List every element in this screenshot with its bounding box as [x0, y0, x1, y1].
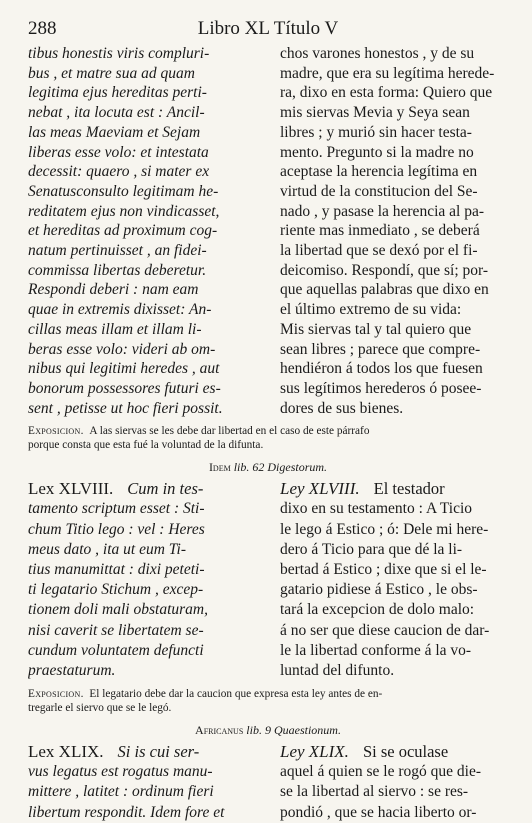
latin-line: meus dato , ita ut eum Ti-: [28, 540, 187, 558]
lex-label: Lex XLIX.: [28, 742, 104, 762]
section-2: [28, 479, 508, 681]
latin-line: commissa libertas deberetur.: [28, 261, 207, 279]
latin-line: beras esse volo: videri ab om-: [28, 340, 216, 358]
section-3: [28, 742, 508, 823]
spanish-line: deicomiso. Respondí, que sí; por-: [280, 261, 489, 279]
spanish-line: virtud de la constitucion del Se-: [280, 182, 478, 200]
latin-line: Cum in tes-: [127, 479, 204, 499]
latin-line: liberas esse volo: et intestata: [28, 143, 209, 161]
spanish-line: ra, dixo en esta forma: Quiero que: [280, 84, 493, 102]
latin-line: Senatusconsulto legitimam he-: [28, 182, 219, 200]
spanish-column: [280, 742, 508, 823]
latin-line: praestaturum.: [28, 661, 116, 679]
spanish-line: el último extremo de su vida:: [280, 301, 462, 319]
running-title: Libro XL Título V: [197, 18, 339, 39]
spanish-line: á no ser que diese caucion de dar-: [280, 621, 490, 639]
latin-line: tius manumittat : dixi peteti-: [28, 560, 205, 578]
ley-heading-line: [280, 742, 508, 762]
spanish-line: El testador: [373, 479, 445, 499]
latin-line: cillas meas illam et illam li-: [28, 320, 202, 338]
latin-line: Si is cui ser-: [117, 742, 200, 762]
spanish-line: tará la excepcion de dolo malo:: [280, 601, 475, 619]
latin-line: nibus qui legitimi heredes , aut: [28, 360, 220, 378]
latin-line: decessit: quaero , si mater ex: [28, 163, 210, 181]
spanish-line: hendiéron á todos los que fuesen: [280, 360, 483, 378]
spanish-line: se la libertad al siervo : se res-: [280, 783, 469, 801]
lex-heading-line: [28, 742, 268, 762]
spanish-line: libres ; y murió sin hacer testa-: [280, 123, 472, 141]
spanish-line: chos varones honestos , y de su: [280, 45, 475, 62]
note-line: A las siervas se les debe dar libertad en el caso de este párrafo: [89, 425, 370, 438]
latin-column: [28, 742, 268, 823]
latin-line: sent , petisse ut hoc fieri possit.: [28, 399, 223, 417]
source-author: Africanus: [195, 723, 244, 738]
spanish-line: bertad á Estico ; dixe que si el le-: [280, 560, 487, 578]
latin-line: nisi caverit se libertatem se-: [28, 621, 204, 639]
source-heading-2: [28, 723, 508, 738]
ley-label: Ley XLIX.: [280, 742, 349, 762]
spanish-line: dixo en su testamento : A Ticio: [280, 500, 473, 518]
ley-heading-line: [280, 479, 508, 499]
latin-line: mittere , latitet : ordinum fieri: [28, 783, 214, 801]
spanish-line: dores de sus bienes.: [280, 399, 404, 417]
latin-line: natum pertinuisset , an fidei-: [28, 242, 207, 260]
page-number: 288: [28, 18, 57, 39]
latin-line: quae in extremis dixisset: An-: [28, 301, 212, 319]
page: [28, 14, 508, 823]
latin-line: las meas Maeviam et Sejam: [28, 123, 201, 141]
latin-line: reditatem ejus non vindicasset,: [28, 202, 220, 220]
latin-line: Respondi deberi : nam eam: [28, 281, 199, 299]
latin-line: legitima ejus hereditas perti-: [28, 84, 207, 102]
spanish-line: Mis siervas tal y tal quiero que: [280, 320, 472, 338]
note-line: porque consta que esta fué la voluntad de la difunta.: [28, 439, 264, 452]
latin-line: cundum voluntatem defuncti: [28, 641, 204, 659]
spanish-line: dero á Ticio para que dé la li-: [280, 540, 463, 558]
exposition-label: Exposicion.: [28, 425, 84, 438]
latin-line: nebat , ita locuta est : Ancil-: [28, 104, 205, 122]
source-reference: lib. 62 Digestorum.: [233, 460, 328, 475]
page-header: [28, 14, 508, 44]
latin-line: et hereditas ad proximum cog-: [28, 222, 218, 240]
note-line: tregarle el siervo que se le legó.: [28, 702, 172, 715]
latin-column: [28, 44, 268, 418]
latin-line: ti legatario Stichum , excep-: [28, 581, 204, 599]
latin-line: libertum respondit. Idem fore et: [28, 803, 225, 821]
spanish-line: nado , y pasase la herencia al pa-: [280, 202, 484, 220]
spanish-line: gatario pidiese á Estico , le obs-: [280, 581, 478, 599]
spanish-line: luntad del difunto.: [280, 661, 395, 679]
section-1: [28, 44, 508, 418]
exposition-note-1: [28, 424, 508, 452]
latin-column: [28, 479, 268, 681]
note-line: El legatario debe dar la caucion que expresa esta ley antes de en-: [89, 688, 383, 701]
source-heading-1: [28, 460, 508, 475]
latin-line: tamento scriptum esset : Sti-: [28, 500, 205, 518]
latin-line: tibus honestis viris compluri-: [28, 45, 210, 62]
spanish-line: la libertad que se dexó por el fi-: [280, 242, 478, 260]
latin-line: chum Titio lego : vel : Heres: [28, 520, 205, 538]
spanish-line: mis siervas Mevia y Seya sean: [280, 104, 470, 122]
source-author: Idem: [208, 460, 231, 475]
spanish-line: sean libres ; parece que compre-: [280, 340, 481, 358]
spanish-line: aquel á quien se le rogó que die-: [280, 763, 481, 781]
spanish-line: le lego á Estico ; ó: Dele mi here-: [280, 520, 489, 538]
lex-heading-line: [28, 479, 268, 499]
spanish-line: Si se oculase: [362, 742, 449, 762]
exposition-note-2: [28, 687, 508, 715]
ley-label: Ley XLVIII.: [280, 479, 360, 499]
spanish-line: le la libertad conforme á la vo-: [280, 641, 472, 659]
spanish-line: pondió , que se hacia liberto or-: [280, 803, 477, 821]
exposition-label: Exposicion.: [28, 688, 84, 701]
spanish-line: sus legítimos herederos ó posee-: [280, 379, 482, 397]
latin-line: bonorum possessores futuri es-: [28, 379, 221, 397]
source-reference: lib. 9 Quaestionum.: [246, 723, 341, 738]
lex-label: Lex XLVIII.: [28, 479, 114, 499]
latin-line: vus legatus est rogatus manu-: [28, 763, 213, 781]
spanish-line: que aquellas palabras que dixo en: [280, 281, 489, 299]
spanish-line: madre, que era su legítima herede-: [280, 64, 495, 82]
spanish-line: mento. Pregunto si la madre no: [280, 143, 474, 161]
latin-line: tionem doli mali obstaturam,: [28, 601, 208, 619]
spanish-line: aceptase la herencia legítima en: [280, 163, 478, 181]
spanish-column: [280, 479, 508, 681]
latin-line: bus , et matre sua ad quam: [28, 64, 195, 82]
spanish-line: riente mas inmediato , se deberá: [280, 222, 480, 240]
spanish-column: [280, 44, 508, 418]
